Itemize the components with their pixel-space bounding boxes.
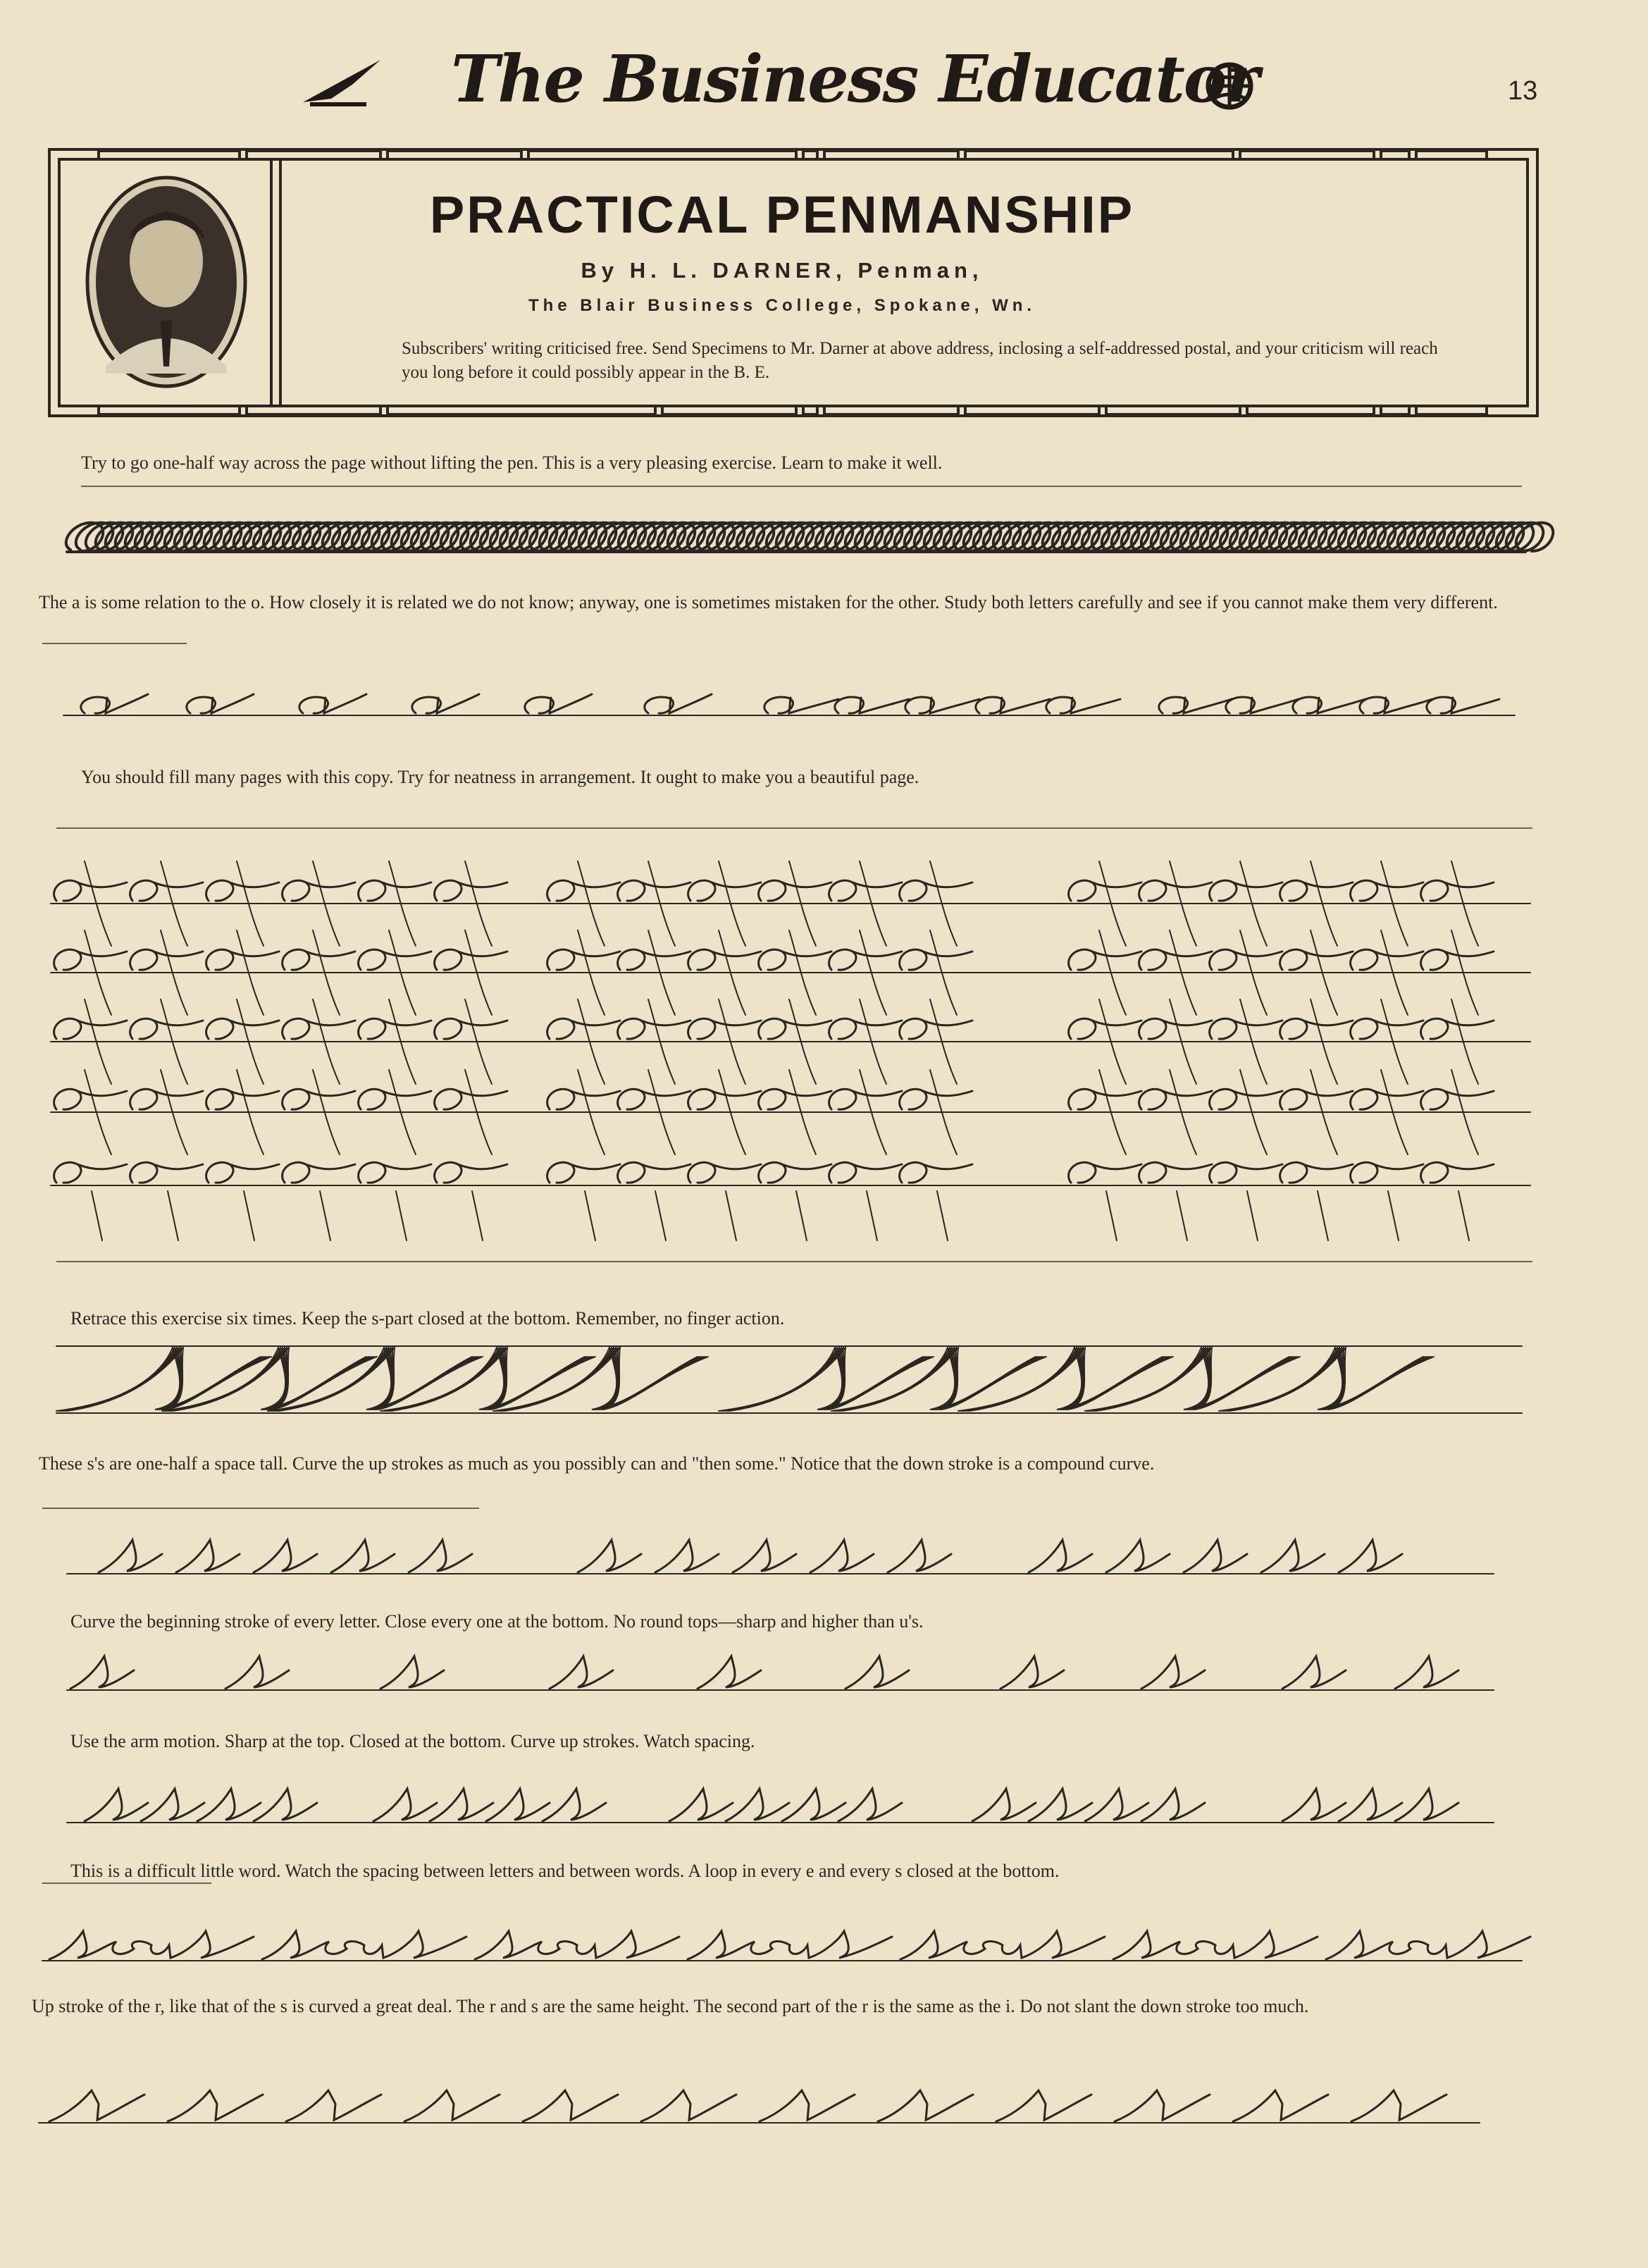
letter-s: [176, 1540, 240, 1572]
letter-s: [1000, 1656, 1064, 1689]
letter-s: [254, 1789, 317, 1821]
letter-s: [733, 1540, 796, 1572]
letter-s: [197, 1789, 261, 1821]
letter-r: [168, 2090, 263, 2121]
letter-a: [1427, 697, 1499, 713]
letter-s: [810, 1540, 874, 1572]
letter-s: [1261, 1540, 1325, 1572]
letter-s: [409, 1540, 472, 1572]
letter-s: [141, 1789, 204, 1821]
letter-s: [1395, 1656, 1458, 1689]
retrace-stroke: [383, 1348, 587, 1411]
letter-s: [1282, 1656, 1346, 1689]
masthead-title: The Business Educator: [451, 41, 1258, 117]
letter-r: [1351, 2090, 1446, 2121]
letter-s: [1141, 1789, 1205, 1821]
retrace-stroke: [838, 1348, 1042, 1411]
word-seas: [1326, 1931, 1530, 1959]
letter-a: [645, 694, 712, 713]
retrace-stroke: [719, 1348, 923, 1411]
letter-s: [254, 1540, 317, 1572]
letter-a: [835, 697, 909, 713]
letter-stroke: [829, 1162, 902, 1183]
letter-stroke: [1351, 1162, 1423, 1183]
letter-stroke: [130, 1162, 203, 1183]
letter-a: [1226, 697, 1299, 713]
letter-stroke: [900, 1162, 972, 1183]
letter-s: [726, 1789, 789, 1821]
letter-a: [299, 694, 366, 713]
letter-s: [380, 1656, 444, 1689]
retrace-stroke: [495, 1348, 700, 1411]
letter-stroke: [206, 1162, 279, 1183]
letter-r: [760, 2090, 855, 2121]
letter-stroke: [1069, 1162, 1141, 1183]
letter-r: [996, 2090, 1091, 2121]
retrace-stroke: [1085, 1348, 1289, 1411]
letter-s: [550, 1656, 613, 1689]
o-e-n-grid-exercise: [51, 861, 1530, 1240]
retrace-stroke: [721, 1348, 925, 1411]
letter-a: [764, 697, 838, 713]
word-seas: [688, 1931, 892, 1959]
letter-a: [412, 694, 479, 713]
letter-a: [1159, 697, 1232, 713]
letter-a-row: [63, 694, 1515, 715]
retrace-stroke: [171, 1348, 375, 1411]
letter-s: [486, 1789, 550, 1821]
letter-s: [1029, 1789, 1092, 1821]
caption-exercise-8: This is a difficult little word. Watch the spacing between letters and between words. A loop in every e and every s closed at the bottom.: [70, 1861, 1060, 1881]
letter-s: [1395, 1789, 1458, 1821]
word-seas: [475, 1931, 679, 1959]
letter-r: [641, 2090, 736, 2121]
retrace-stroke: [65, 1348, 269, 1411]
letter-r: [49, 2090, 144, 2121]
letter-stroke: [283, 1162, 355, 1183]
letter-stroke: [618, 1162, 690, 1183]
caption-exercise-4: Retrace this exercise six times. Keep the s-part closed at the bottom. Remember, no finger action.: [70, 1308, 785, 1329]
letter-stroke: [1421, 1162, 1494, 1183]
caption-exercise-1: Try to go one-half way across the page without lifting the pen. This is a very pleasing exercise. Learn to make it well.: [81, 452, 943, 473]
retrace-stroke: [723, 1348, 927, 1411]
letter-r: [286, 2090, 381, 2121]
letter-a: [905, 697, 979, 713]
s-retrace-exercise: [56, 1346, 1522, 1413]
letter-s-rows: [67, 1540, 1494, 1823]
retrace-stroke: [727, 1348, 931, 1411]
letter-s: [782, 1789, 845, 1821]
letter-s: [430, 1789, 493, 1821]
letter-stroke: [688, 1162, 761, 1183]
word-seas: [49, 1931, 254, 1959]
letter-s: [331, 1540, 395, 1572]
letter-r: [404, 2090, 500, 2121]
letter-s: [225, 1656, 289, 1689]
letter-s: [99, 1540, 162, 1572]
letter-s: [1339, 1789, 1402, 1821]
letter-a: [81, 694, 148, 713]
retrace-stroke: [497, 1348, 702, 1411]
retrace-stroke: [1227, 1348, 1432, 1411]
word-seas-row: [42, 1931, 1530, 1961]
caption-exercise-9: Up stroke of the r, like that of the s is curved a great deal. The r and s are the same height. The second part of the r is the same as the i. Do not slant the down stroke too much.: [32, 1996, 1309, 2016]
retrace-stroke: [502, 1348, 706, 1411]
retrace-stroke: [58, 1348, 263, 1411]
retrace-stroke: [500, 1348, 704, 1411]
letter-a: [187, 694, 254, 713]
letter-s: [70, 1656, 134, 1689]
letter-s: [845, 1656, 909, 1689]
letter-r: [523, 2090, 618, 2121]
letter-s: [373, 1789, 437, 1821]
article-title: PRACTICAL PENMANSHIP: [429, 185, 1135, 244]
retrace-stroke: [1219, 1348, 1423, 1411]
caption-exercise-6: Curve the beginning stroke of every letter. Close every one at the bottom. No round tops—sharp and higher than u's.: [70, 1611, 924, 1632]
retrace-stroke: [63, 1348, 267, 1411]
letter-s: [1184, 1540, 1247, 1572]
retrace-stroke: [276, 1348, 481, 1411]
word-seas: [900, 1931, 1105, 1959]
retrace-stroke: [840, 1348, 1044, 1411]
letter-r: [1115, 2090, 1210, 2121]
retrace-stroke: [389, 1348, 593, 1411]
letter-s: [1141, 1656, 1205, 1689]
retrace-stroke: [965, 1348, 1169, 1411]
caption-exercise-3: You should fill many pages with this copy. Try for neatness in arrangement. It ought to make you a beautiful page.: [81, 767, 919, 787]
letter-stroke: [54, 1162, 127, 1183]
oval-drill-band: [66, 523, 1553, 552]
retrace-stroke: [61, 1348, 265, 1411]
retrace-stroke: [56, 1348, 261, 1411]
letter-stroke: [1210, 1162, 1282, 1183]
letter-s: [1106, 1540, 1170, 1572]
caption-exercise-2: The a is some relation to the o. How closely it is related we do not know; anyway, one is sometimes mistaken for the other. Study both letters carefully and see if you cannot make them very different.: [39, 592, 1498, 612]
letter-a: [1046, 697, 1120, 713]
retrace-stroke: [725, 1348, 929, 1411]
letter-stroke: [759, 1162, 831, 1183]
letter-s: [838, 1789, 902, 1821]
letter-a: [976, 697, 1050, 713]
caption-exercise-7: Use the arm motion. Sharp at the top. Closed at the bottom. Curve up strokes. Watch spacing.: [70, 1731, 755, 1751]
subscriber-note: Subscribers' writing criticised free. Send Specimens to Mr. Darner at above address, inclosing a self-addressed postal, and your criticism will reach you long before it could possibly appear in the B. E.: [402, 339, 1438, 382]
letter-a: [525, 694, 592, 713]
word-seas: [262, 1931, 466, 1959]
retrace-stroke: [1087, 1348, 1291, 1411]
author-affiliation: The Blair Business College, Spokane, Wn.: [528, 296, 1036, 315]
letter-r: [1233, 2090, 1328, 2121]
letter-stroke: [435, 1162, 507, 1183]
letter-a: [1360, 697, 1432, 713]
letter-s: [1085, 1789, 1148, 1821]
retrace-stroke: [385, 1348, 589, 1411]
letter-s: [1339, 1540, 1402, 1572]
author-byline: By H. L. DARNER, Penman,: [581, 258, 984, 283]
word-seas: [1113, 1931, 1318, 1959]
letter-s: [85, 1789, 148, 1821]
letter-stroke: [547, 1162, 620, 1183]
letter-s: [655, 1540, 719, 1572]
letter-s: [1029, 1540, 1092, 1572]
letter-r-row: [39, 2090, 1480, 2123]
retrace-stroke: [387, 1348, 591, 1411]
letter-s: [888, 1540, 951, 1572]
page-number: 13: [1508, 76, 1538, 106]
letter-stroke: [1139, 1162, 1212, 1183]
letter-s: [972, 1789, 1036, 1821]
caption-exercise-5: These s's are one-half a space tall. Curve the up strokes as much as you possibly can and "then some." Notice that the down stroke is a compound curve.: [39, 1453, 1155, 1474]
letter-stroke: [1280, 1162, 1353, 1183]
letter-r: [878, 2090, 973, 2121]
letter-s: [543, 1789, 606, 1821]
letter-s: [669, 1789, 733, 1821]
letter-stroke: [359, 1162, 431, 1183]
letter-s: [698, 1656, 761, 1689]
letter-a: [1293, 697, 1365, 713]
letter-s: [1282, 1789, 1346, 1821]
letter-s: [578, 1540, 641, 1572]
